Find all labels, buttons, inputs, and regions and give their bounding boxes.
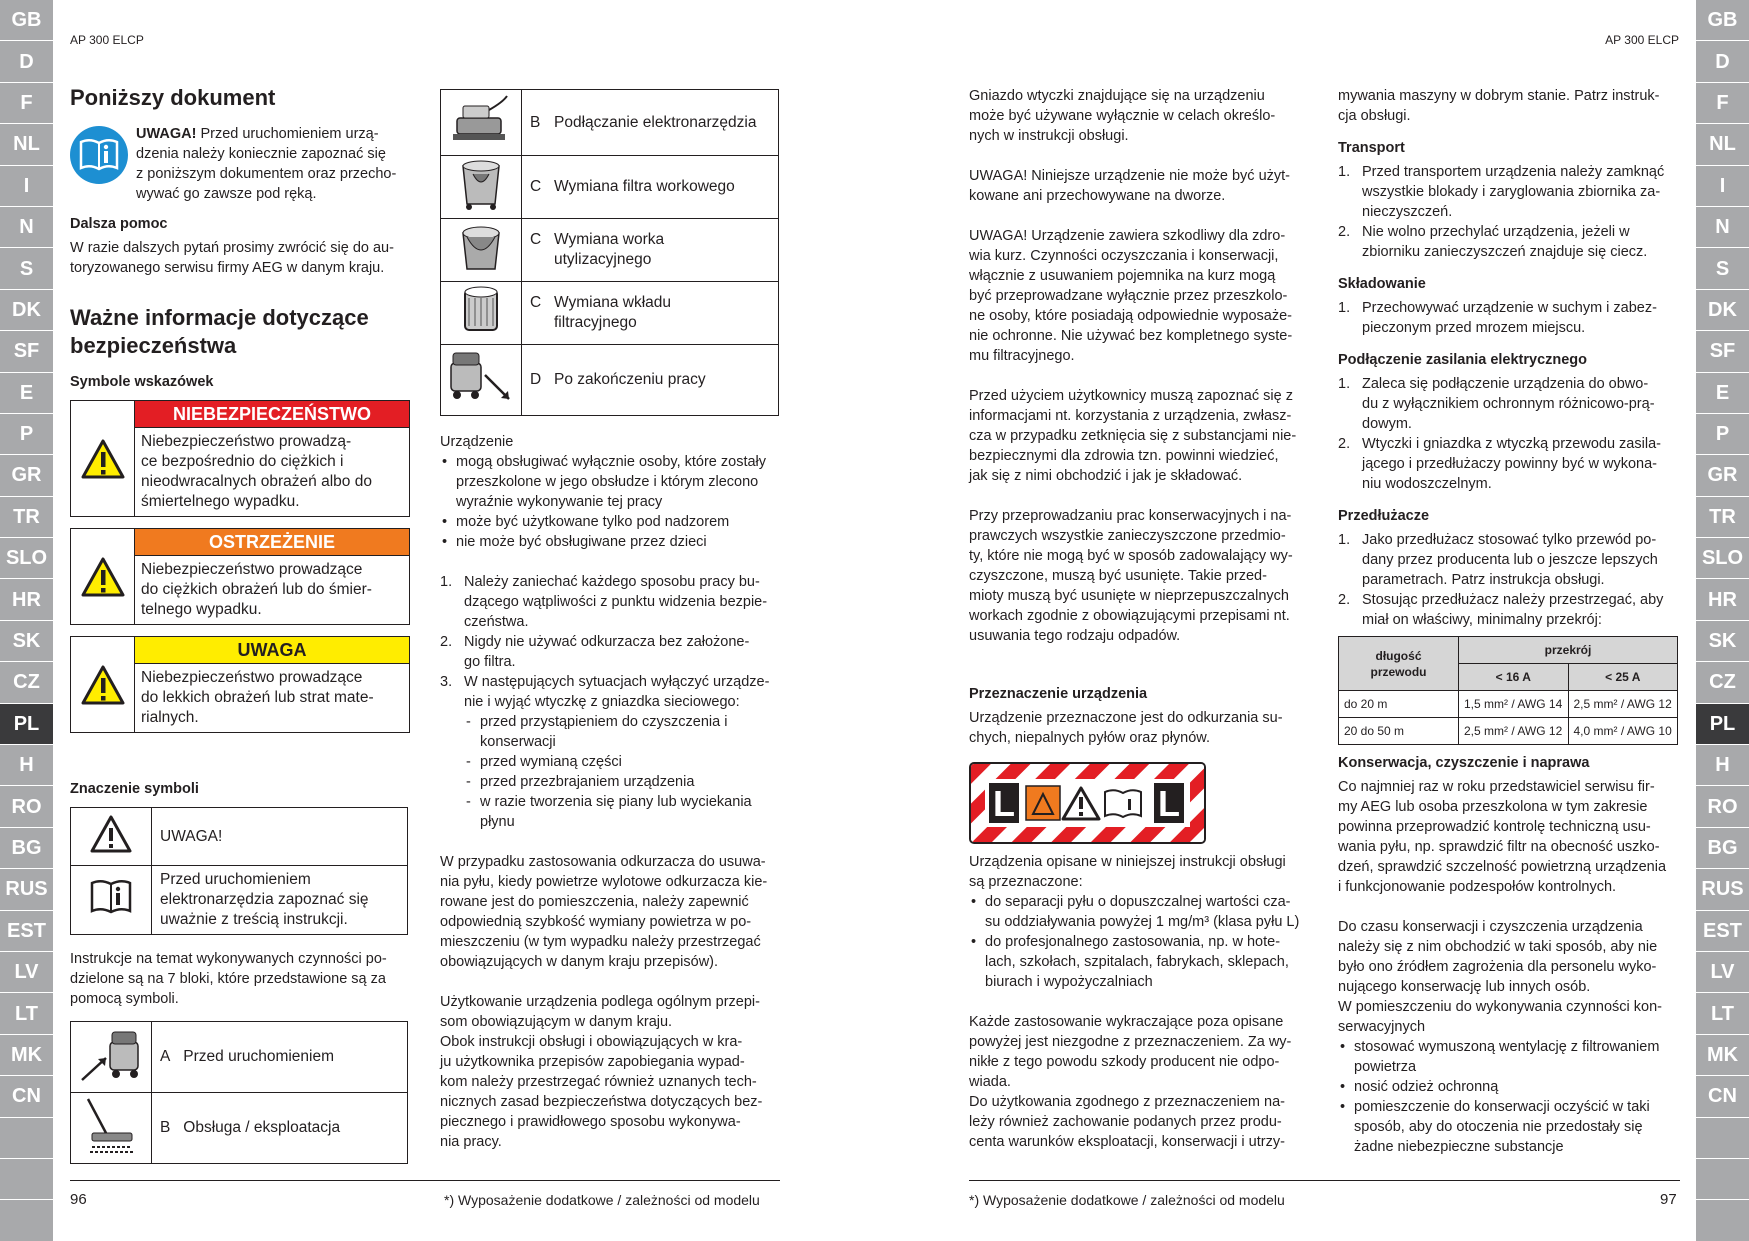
signal-title: OSTRZEŻENIE	[135, 529, 409, 556]
language-tab-rus[interactable]: RUS	[1696, 869, 1749, 910]
intended-use-paragraph: Urządzenia opisane w niniejszej instrukcji obsługi są przeznaczone:	[969, 854, 1286, 890]
table-row: 20 do 50 m 2,5 mm² / AWG 12 4,0 mm² / AWG 10	[1339, 718, 1678, 745]
mid-column	[440, 89, 780, 1152]
users-paragraph: Przed użyciem użytkownicy muszą zapoznać się z informacjami nt. korzystania z urządzenia, zwłasz- cza w przypadku zetknięcia się z substancjami nie- bezpiecznymi dla zdrowia tzn. powinni wiedzieć, jak się z nimi obchodzić i jak je składować.	[969, 388, 1297, 484]
badge-l-right: L	[1158, 783, 1180, 824]
uwaga-bold: UWAGA!	[136, 126, 197, 142]
power-title: Podłączenie zasilania elektrycznego	[1338, 352, 1588, 368]
language-tab-p[interactable]: P	[1696, 414, 1749, 455]
signal-title: UWAGA	[135, 637, 409, 664]
warning-triangle-icon	[71, 637, 135, 732]
table-row: do 20 m 1,5 mm² / AWG 14 2,5 mm² / AWG 12	[1339, 691, 1678, 718]
step-label: Podłączanie elektronarzędzia	[554, 113, 757, 131]
list-item: • do separacji pyłu o dopuszczalnej wartości cza- su oddziaływania powyżej 1 mg/m³ (klasa pyłu L)	[969, 892, 1309, 932]
maintenance-disposal-paragraph: Przy przeprowadzaniu prac konserwacyjnych i na- prawczych wszystkie zanieczyszczone przedmio- ty, które nie mogą być w sposób zadowalający wy- czyszczone, muszą być usunięte. Takie przed- mioty muszą być usunięte w nieprzepuszczalnych workach zgodnie z obowiązującymi przepisami nt. usuwania tego rodzaju odpadów.	[969, 508, 1293, 644]
language-tab-est[interactable]: EST	[0, 911, 53, 952]
list-item: • do profesjonalnego zastosowania, np. w hote- lach, szkołach, szpitalach, fabrykach, sklepach, biurach i wypożyczalniach	[969, 932, 1309, 992]
device-numbered	[440, 572, 780, 712]
intended-use-bullets	[969, 892, 1309, 992]
blocks-intro: Instrukcje na temat wykonywanych czynności po- dzielone są na 7 bloki, które przedstawione są za pomocą symboli.	[70, 951, 387, 1007]
signal-text: Niebezpieczeństwo prowadzące do ciężkich obrażeń lub do śmier- telnego wypadku.	[141, 561, 372, 618]
signal-box	[70, 636, 410, 733]
left-column: Poniższy dokument UWAGA! Przed uruchomieniem urzą- dzenia należy koniecznie zapoznać się z poniższym dokumentem oraz przecho- wywać go zawsze pod ręką. Dalsza pomoc W razie dalszych pytań prosimy zwrócić się do au- toryzowanego serwisu firmy AEG w danym kraju. Ważne informacje dotyczące bezpieczeństwa Symbole wskazówek NIEBEZPIECZEŃSTWO Niebezpieczeństwo prowadzą- ce bezpośrednio do ciężkich i nieodwracalnych obrażeń albo do śmiertelnego wypadku. OSTRZEŻENIE Niebezpieczeństwo prowadzące do ciężkich obrażeń lub do śmier- telnego wypadku. UWAGA Niebezpieczeństwo prowadzące do lekkich obrażeń lub strat mate- rialnych. Znaczenie symboli UWAGA! Przed uruchomieniem elektronarzędzia zapoznać się uważnie z treścią instrukcji. Instrukcje na temat wykonywanych czynności po- dzielone są na 7 bloki, które przedstawione są za pomocą symboli. A Przed uruchomieniem B Obsługa / eksploatacja	[70, 80, 410, 1164]
language-tab-tr[interactable]: TR	[0, 497, 53, 538]
footer-rule-right	[969, 1180, 1680, 1181]
help-title: Dalsza pomoc	[70, 216, 168, 232]
storage-title: Składowanie	[1338, 276, 1426, 292]
dust-warning: UWAGA! Urządzenie zawiera szkodliwy dla zdro- wia kurz. Czynności oczyszczania i konserwacji, włącznie z usuwaniem pojemnika na kurz mogą być przeprowadzane wyłącznie przez przeszkolo- ne osoby, które posiadają odpowiednie wyposaże- nie ochronne. Nie używać bez kompletnego syste- mu filtracyjnego.	[969, 228, 1293, 364]
language-tab-n[interactable]: N	[1696, 207, 1749, 248]
language-tab-empty	[1696, 1118, 1749, 1159]
help-text: W razie dalszych pytań prosimy zwrócić się do au- toryzowanego serwisu firmy AEG w danym kraju.	[70, 240, 394, 276]
step-row	[441, 156, 779, 219]
footer-rule-left	[70, 1180, 780, 1181]
misuse-paragraph: Każde zastosowanie wykraczające poza opisane powyżej jest niezgodne z przeznaczeniem. Za wy- nikłe z tego powodu szkody producent nie odpo- wiada. Do użytkowania zgodnego z przeznaczeniem na- leży również zachowanie podanych przez produ- centa warunków eksploatacji, konserwacji i utrzy-	[969, 1014, 1292, 1150]
steps-table-left	[70, 1021, 408, 1164]
power-list	[1338, 374, 1678, 494]
language-tab-s[interactable]: S	[1696, 248, 1749, 289]
language-tab-f[interactable]: F	[1696, 83, 1749, 124]
language-tab-slo[interactable]: SLO	[0, 538, 53, 579]
manual-info-icon	[70, 126, 128, 184]
page-number-right: 97	[1660, 1191, 1677, 1208]
step-row	[441, 282, 779, 345]
ventilation-paragraph: W przypadku zastosowania odkurzacza do usuwa- nia pyłu, kiedy powietrze wylotowe odkurzacza kie- rowane jest do pomieszczenia, należy zapewnić odpowiednią szybkość wymiany powietrza w po- mieszczeniu (w tym wypadku należy przestrzegać obowiązujących w danym kraju przepisów).	[440, 854, 768, 970]
language-tab-ro[interactable]: RO	[1696, 786, 1749, 827]
outdoor-warning: UWAGA! Niniejsze urządzenie nie może być użyt- kowane ani przechowywane na dworze.	[969, 168, 1290, 204]
storage-list	[1338, 298, 1678, 338]
list-item: 2. Stosując przedłużacz należy przestrzegać, aby miał on właściwy, minimalny przekrój:	[1338, 592, 1664, 628]
step-label: Wymiana filtra workowego	[554, 178, 735, 195]
cable-table	[1338, 636, 1678, 745]
symbols-title: Znaczenie symboli	[70, 781, 199, 797]
transport-title: Transport	[1338, 140, 1405, 156]
language-tab-empty	[1696, 1200, 1749, 1241]
right-column-2	[1338, 86, 1678, 1157]
language-tab-i[interactable]: I	[1696, 166, 1749, 207]
step-label: Po zakończeniu pracy	[554, 371, 706, 388]
step-row	[441, 219, 779, 282]
signal-text: Niebezpieczeństwo prowadzą- ce bezpośrednio do ciężkich i nieodwracalnych obrażeń albo do śmiertelnego wypadku.	[141, 433, 372, 510]
signals-title: Symbole wskazówek	[70, 374, 214, 390]
language-tab-s[interactable]: S	[0, 248, 53, 289]
language-tabs-left	[0, 0, 53, 1241]
language-tab-e[interactable]: E	[0, 373, 53, 414]
language-tab-dk[interactable]: DK	[1696, 290, 1749, 331]
step-letter: C	[530, 178, 542, 195]
language-tab-sk[interactable]: SK	[1696, 621, 1749, 662]
step-label: Wymiana wkładu filtracyjnego	[554, 294, 672, 331]
list-item: 3. W następujących sytuacjach wyłączyć urządze- nie i wyjąć wtyczkę z gniazdka sieciowego:	[440, 674, 770, 710]
disposal-bag-icon	[441, 219, 522, 282]
language-tab-empty	[0, 1118, 53, 1159]
language-tab-h[interactable]: H	[0, 745, 53, 786]
transport-list	[1338, 162, 1678, 262]
list-item: • może być użytkowane tylko pod nadzorem	[440, 512, 780, 532]
step-letter: C	[530, 294, 542, 311]
language-tab-lv[interactable]: LV	[1696, 952, 1749, 993]
cross-section-header: przekrój	[1459, 637, 1678, 664]
language-tab-cz[interactable]: CZ	[0, 662, 53, 703]
language-tab-rus[interactable]: RUS	[0, 869, 53, 910]
model-header-right: AP 300 ELCP	[1605, 33, 1679, 47]
list-item: 1. Zaleca się podłączenie urządzenia do obwo- du z wyłącznikiem ochronnym różnicowo-prą- dowym.	[1338, 376, 1655, 432]
manual-book-icon	[71, 866, 152, 935]
language-tab-hr[interactable]: HR	[1696, 579, 1749, 620]
maintenance-paragraph-2: Do czasu konserwacji i czyszczenia urządzenia należy się z nim obchodzić w taki sposób, aby nie było ono źródłem zagrożenia dla personelu wyko- nującego konserwację lub innych osób. W pomieszczeniu do wykonywania czynności kon- serwacyjnych	[1338, 919, 1662, 1035]
steps-table-mid	[440, 89, 779, 416]
warning-triangle-icon	[71, 401, 135, 516]
language-tab-sf[interactable]: SF	[1696, 331, 1749, 372]
badge-l-left: L	[993, 783, 1015, 824]
signal-text: Niebezpieczeństwo prowadzące do lekkich obrażeń lub strat mate- rialnych.	[141, 669, 374, 726]
cable-length-header: długość przewodu	[1339, 637, 1459, 691]
language-tab-nl[interactable]: NL	[1696, 124, 1749, 165]
list-item: • stosować wymuszoną wentylację z filtrowaniem powietrza	[1338, 1037, 1678, 1077]
maintenance-bullets	[1338, 1037, 1678, 1157]
language-tab-gb[interactable]: GB	[0, 0, 53, 41]
language-tab-bg[interactable]: BG	[0, 828, 53, 869]
footnote-left: *) Wyposażenie dodatkowe / zależności od modelu	[444, 1192, 760, 1208]
language-tab-gr[interactable]: GR	[0, 455, 53, 496]
list-item: 1. Przechowywać urządzenie w suchym i zabez- pieczonym przed mrozem miejscu.	[1338, 300, 1657, 336]
language-tab-empty	[0, 1159, 53, 1200]
language-tab-cz[interactable]: CZ	[1696, 662, 1749, 703]
step-row	[441, 345, 779, 416]
list-item: - przed przezbrajaniem urządzenia	[440, 772, 780, 792]
list-item: • pomieszczenie do konserwacji oczyścić w taki sposób, aby do otoczenia nie przedostały się żadne niebezpieczne substancje	[1338, 1097, 1678, 1157]
device-title: Urządzenie	[440, 434, 514, 450]
list-item: - w razie tworzenia się piany lub wyciekania płynu	[440, 792, 780, 832]
safety-title: Ważne informacje dotyczące bezpieczeństwa	[70, 305, 369, 358]
vacuum-after-icon	[441, 345, 522, 416]
signal-box	[70, 528, 410, 625]
list-item: 1. Jako przedłużacz stosować tylko przewód po- dany przez producenta lub o jeszcze lepszych parametrach. Patrz instrukcja obsługi.	[1338, 532, 1658, 588]
language-tab-bg[interactable]: BG	[1696, 828, 1749, 869]
symbol-row: Przed uruchomieniem elektronarzędzia zapoznać się uważnie z treścią instrukcji.	[71, 866, 408, 935]
language-tab-i[interactable]: I	[0, 166, 53, 207]
language-tab-d[interactable]: D	[0, 41, 53, 82]
language-tab-mk[interactable]: MK	[0, 1035, 53, 1076]
language-tab-p[interactable]: P	[0, 414, 53, 455]
language-tab-gr[interactable]: GR	[1696, 455, 1749, 496]
language-tab-gb[interactable]: GB	[1696, 0, 1749, 41]
language-tab-empty	[1696, 1159, 1749, 1200]
warning-triangle-icon	[71, 808, 152, 866]
col-16a: < 16 A	[1459, 664, 1569, 691]
extension-title: Przedłużacze	[1338, 508, 1430, 524]
footnote-right: *) Wyposażenie dodatkowe / zależności od modelu	[969, 1192, 1285, 1208]
language-tab-nl[interactable]: NL	[0, 124, 53, 165]
power-tool-connect-icon	[441, 90, 522, 156]
language-tab-slo[interactable]: SLO	[1696, 538, 1749, 579]
extension-list	[1338, 530, 1678, 630]
list-item: 1. Przed transportem urządzenia należy zamknąć wszystkie blokady i zaryglowania zbiornika za- nieczyszczeń.	[1338, 164, 1665, 220]
socket-paragraph: Gniazdo wtyczki znajdujące się na urządzeniu może być używane wyłącznie w celach określo- nych w instrukcji obsługi.	[969, 88, 1276, 144]
col-25a: < 25 A	[1568, 664, 1678, 691]
symbol-row: UWAGA!	[71, 808, 408, 866]
list-item: • nosić odzież ochronną	[1338, 1077, 1678, 1097]
dust-class-l-badge	[969, 762, 1206, 844]
step-letter: D	[530, 371, 542, 388]
list-item: 2. Nie wolno przechylać urządzenia, jeżeli w zbiorniku zanieczyszczeń znajduje się ciecz.	[1338, 224, 1648, 260]
language-tab-cn[interactable]: CN	[0, 1076, 53, 1117]
language-tab-cn[interactable]: CN	[1696, 1076, 1749, 1117]
list-item: 2. Wtyczki i gniazdka z wtyczką przewodu zasila- jącego i przedłużaczy powinny być w wykona- niu wodoszczelnym.	[1338, 436, 1661, 492]
language-tab-sf[interactable]: SF	[0, 331, 53, 372]
maintenance-title: Konserwacja, czyszczenie i naprawa	[1338, 755, 1590, 771]
signal-box	[70, 400, 410, 517]
step-row: A Przed uruchomieniem	[71, 1022, 408, 1093]
language-tab-f[interactable]: F	[0, 83, 53, 124]
doc-title: Poniższy dokument	[70, 85, 276, 110]
step-row: B Obsługa / eksploatacja	[71, 1093, 408, 1164]
filter-cartridge-icon	[441, 282, 522, 345]
warning-triangle-icon	[71, 529, 135, 624]
language-tab-sk[interactable]: SK	[0, 621, 53, 662]
list-item: 1. Należy zaniechać każdego sposobu pracy bu- dzącego wątpliwości z punktu widzenia bezpie- czeństwa.	[440, 574, 768, 630]
list-item: • nie może być obsługiwane przez dzieci	[440, 532, 780, 552]
language-tab-est[interactable]: EST	[1696, 911, 1749, 952]
maintenance-paragraph-1: Co najmniej raz w roku przedstawiciel serwisu fir- my AEG lub osoba przeszkolona w tym zakresie powinna przeprowadzić kontrolę techniczną usu- wania pyłu, np. sprawdzić filtr na obecność uszko- dzeń, sprawdzić szczelność powietrzną urządzenia i funkcjonowanie podzespołów kontrolnych.	[1338, 779, 1667, 895]
language-tab-d[interactable]: D	[1696, 41, 1749, 82]
language-tabs-right	[1696, 0, 1749, 1241]
language-tab-dk[interactable]: DK	[0, 290, 53, 331]
device-bullets	[440, 452, 780, 552]
vacuum-arrow-icon	[71, 1022, 152, 1093]
filter-bag-icon	[441, 156, 522, 219]
language-tab-lt[interactable]: LT	[0, 993, 53, 1034]
device-dashes	[440, 712, 780, 832]
list-item: • mogą obsługiwać wyłącznie osoby, które zostały przeszkolone w jego obsłudze i którym zlecono wyraźnie wykonywanie tej pracy	[440, 452, 780, 512]
model-header-left: AP 300 ELCP	[70, 33, 144, 47]
step-letter: C	[530, 231, 542, 248]
page-number-left: 96	[70, 1191, 87, 1208]
language-tab-lv[interactable]: LV	[0, 952, 53, 993]
list-item: - przed wymianą części	[440, 752, 780, 772]
continued-paragraph: mywania maszyny w dobrym stanie. Patrz instruk- cja obsługi.	[1338, 88, 1660, 124]
language-tab-e[interactable]: E	[1696, 373, 1749, 414]
right-column-1	[969, 86, 1309, 1152]
language-tab-hr[interactable]: HR	[0, 579, 53, 620]
step-row	[441, 90, 779, 156]
purpose-title: Przeznaczenie urządzenia	[969, 686, 1148, 702]
purpose-text: Urządzenie przeznaczone jest do odkurzania su- chych, niepalnych pyłów oraz płynów.	[969, 710, 1283, 746]
list-item: 2. Nigdy nie używać odkurzacza bez założone- go filtra.	[440, 634, 750, 670]
signal-title: NIEBEZPIECZEŃSTWO	[135, 401, 409, 428]
language-tab-empty	[0, 1200, 53, 1241]
language-tab-mk[interactable]: MK	[1696, 1035, 1749, 1076]
language-tab-lt[interactable]: LT	[1696, 993, 1749, 1034]
list-item: - przed przystąpieniem do czyszczenia i konserwacji	[440, 712, 780, 752]
language-tab-n[interactable]: N	[0, 207, 53, 248]
symbols-table	[70, 807, 408, 935]
language-tab-tr[interactable]: TR	[1696, 497, 1749, 538]
floor-nozzle-icon	[71, 1093, 152, 1164]
language-tab-pl[interactable]: PL	[1696, 704, 1749, 745]
step-label: Wymiana worka utylizacyjnego	[554, 231, 665, 268]
language-tab-ro[interactable]: RO	[0, 786, 53, 827]
language-tab-h[interactable]: H	[1696, 745, 1749, 786]
regulations-paragraph: Użytkowanie urządzenia podlega ogólnym przepi- som obowiązującym w danym kraju. Obok instrukcji obsługi i obowiązujących w kra- ju użytkownika przepisów zapobiegania wypad- kom należy przestrzegać również uznanych tech- nicznych zasad bezpieczeństwa dotyczących bez- piecznego i prawidłowego sposobu wykonywa- nia pracy.	[440, 994, 763, 1150]
step-letter: B	[530, 113, 541, 131]
language-tab-pl[interactable]: PL	[0, 704, 53, 745]
